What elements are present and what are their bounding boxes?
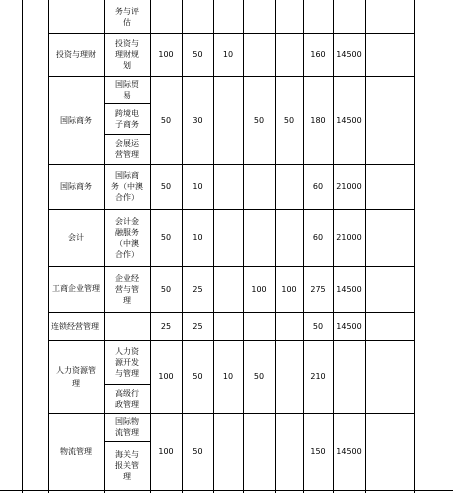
value-cell: 21000 <box>336 233 362 242</box>
value-cell: 50 <box>253 372 265 381</box>
value-cell: 25 <box>160 321 172 331</box>
value-cell: 25 <box>192 321 203 331</box>
value-cell: 150 <box>310 447 326 456</box>
cell-text: 易 <box>123 90 131 100</box>
value-cell: 60 <box>312 182 324 191</box>
sub-major-cell <box>104 441 150 490</box>
cell-text: 投资与 <box>115 39 139 48</box>
cell-text: 政管理 <box>115 399 139 409</box>
cell-text: 跨境电 <box>115 108 139 118</box>
value-cell: 14500 <box>336 447 362 456</box>
sub-major-cell <box>104 340 150 384</box>
grid-line <box>0 490 453 491</box>
grid-line <box>365 0 366 493</box>
value-cell: 14500 <box>336 50 362 59</box>
value-cell: 10 <box>192 182 203 191</box>
cell-text: 理 <box>123 295 131 305</box>
value-cell: 25 <box>192 284 203 294</box>
sub-major-cell <box>104 134 150 164</box>
value-cell: 14500 <box>336 284 362 294</box>
cell-text: 务（中澳 <box>111 182 143 191</box>
cell-text: 投资与理财 <box>56 50 96 59</box>
cell-text: 会计金 <box>115 216 139 226</box>
cell-text: 融服务 <box>115 227 139 237</box>
major-cell <box>48 266 104 312</box>
major-cell: 会计 <box>68 233 84 242</box>
cell-text: 理财规 <box>115 50 139 59</box>
value-cell: 275 <box>310 284 326 294</box>
major-cell <box>48 33 104 76</box>
value-cell: 50 <box>192 372 203 381</box>
cell-text: 与管理 <box>115 368 139 378</box>
grid-line <box>414 0 415 493</box>
cell-text: 子商务 <box>115 119 139 129</box>
value-cell: 210 <box>310 372 326 381</box>
grid-line <box>22 0 23 493</box>
cell-text: 国际贸 <box>115 79 139 89</box>
cell-text: 国际物 <box>115 417 139 426</box>
value-cell: 100 <box>251 284 267 294</box>
grid-line <box>243 0 244 493</box>
value-cell: 100 <box>281 284 297 294</box>
major-cell: 国际商务 <box>60 182 92 191</box>
cell-text: 报关管 <box>115 461 139 470</box>
cell-text: 人力资 <box>115 346 139 356</box>
value-cell: 10 <box>222 50 234 59</box>
value-cell: 100 <box>158 50 174 59</box>
cell-text: 人力资源管理 <box>56 365 96 388</box>
value-cell: 14500 <box>336 115 362 125</box>
value-cell: 10 <box>192 233 203 242</box>
cell-text: （中澳 <box>115 238 139 248</box>
cell-text: 会展运 <box>115 139 139 148</box>
cell-text: 营与管 <box>115 284 139 294</box>
value-cell: 60 <box>312 233 324 242</box>
cell-text: 连锁经营管理 <box>51 321 99 331</box>
major-cell <box>48 312 104 340</box>
value-cell: 50 <box>312 321 324 331</box>
cell-text: 海关与 <box>115 450 139 459</box>
value-cell: 180 <box>310 115 326 125</box>
value-cell: 50 <box>192 447 203 456</box>
value-cell: 160 <box>310 50 326 59</box>
value-cell: 50 <box>160 233 172 242</box>
value-cell: 14500 <box>336 321 362 331</box>
cell-text: 流管理 <box>115 428 139 437</box>
grid-line <box>275 0 276 493</box>
sub-major-cell <box>104 164 150 209</box>
sub-major-cell <box>104 76 150 103</box>
cell-text: 企业经 <box>115 273 139 283</box>
cell-text: 高级行 <box>115 388 139 398</box>
cell-text: 源开发 <box>115 357 139 367</box>
value-cell: 10 <box>222 372 234 381</box>
value-cell: 50 <box>160 115 172 125</box>
cell-text: 合作） <box>115 249 139 259</box>
sub-major-cell <box>104 209 150 266</box>
cell-text: 估 <box>123 17 131 27</box>
major-cell <box>48 340 104 413</box>
sub-major-cell <box>104 103 150 134</box>
value-cell: 50 <box>160 284 172 294</box>
cell-text: 国际商 <box>115 171 139 180</box>
sub-major-cell <box>104 33 150 76</box>
value-cell: 50 <box>253 115 265 125</box>
value-cell: 100 <box>158 372 174 381</box>
cell-text: 合作） <box>115 193 139 202</box>
major-cell: 物流管理 <box>60 447 92 456</box>
value-cell: 50 <box>283 115 295 125</box>
sub-major-cell <box>104 384 150 413</box>
value-cell: 100 <box>158 447 174 456</box>
cell-text: 工商企业管理 <box>52 284 100 293</box>
cell-text: 划 <box>123 61 131 70</box>
cell-text: 务与评 <box>115 6 139 16</box>
cell-text: 营管理 <box>115 150 139 159</box>
sub-major-cell <box>104 413 150 441</box>
major-cell: 国际商务 <box>60 115 92 125</box>
sub-major-cell <box>104 266 150 312</box>
sub-major-cell <box>104 0 150 33</box>
value-cell: 21000 <box>336 182 362 191</box>
value-cell: 30 <box>192 115 203 125</box>
cell-text: 理 <box>123 472 131 481</box>
value-cell: 50 <box>160 182 172 191</box>
value-cell: 50 <box>192 50 203 59</box>
